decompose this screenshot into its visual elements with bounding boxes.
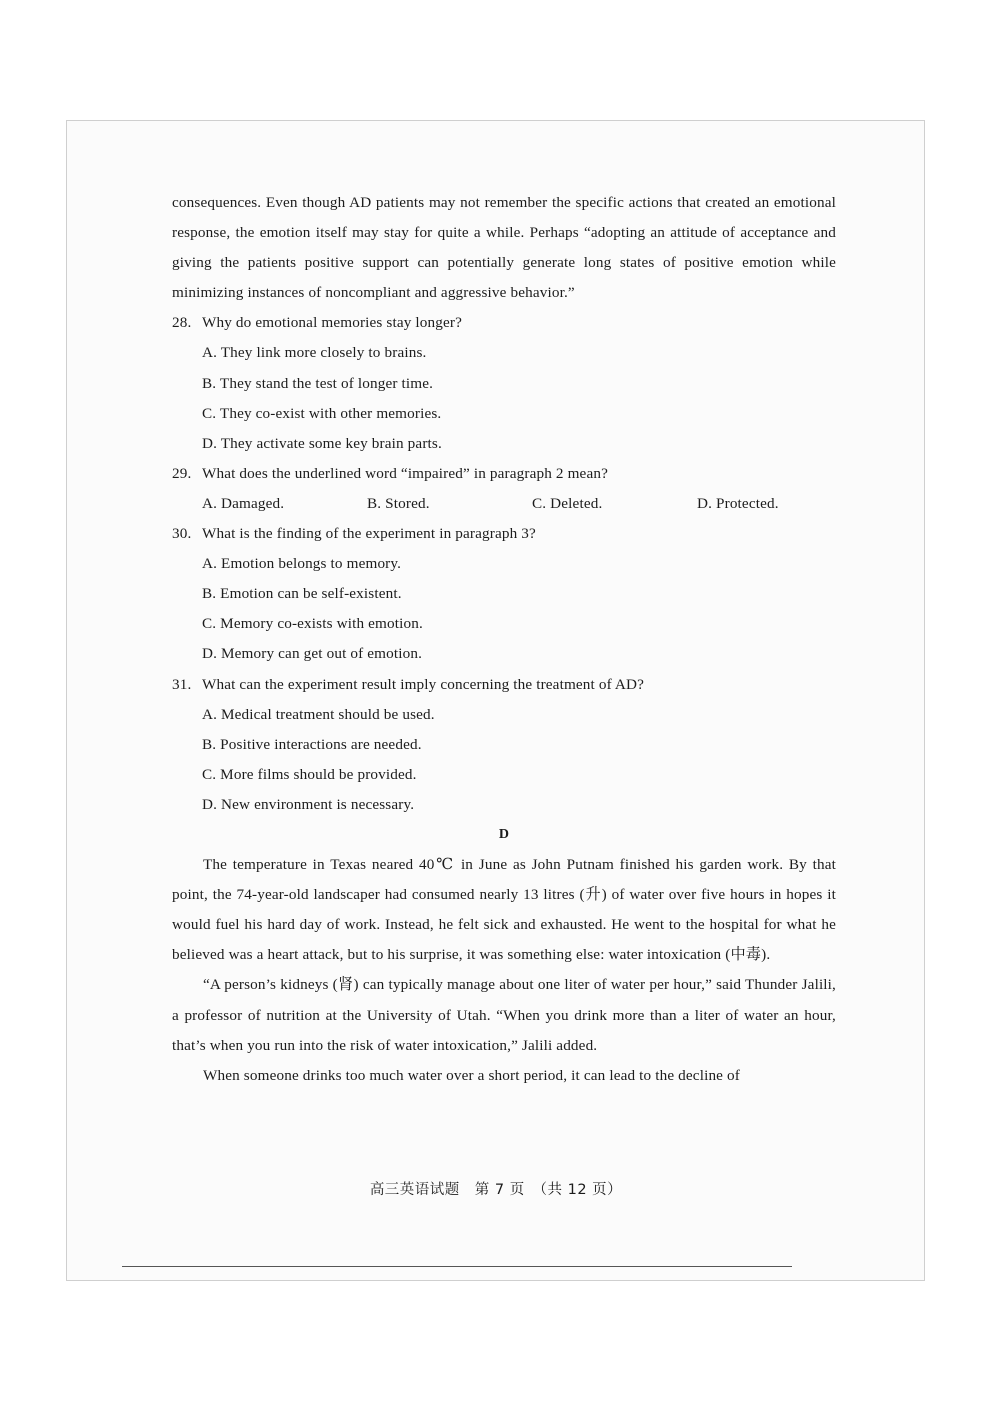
question-number: 30. bbox=[172, 525, 192, 543]
option-29-c[interactable]: C. Deleted. bbox=[532, 494, 603, 512]
section-d-paragraph-2: “A person’s kidneys (肾) can typically manage about one liter of water per hour,” said Thunder Jalili, a professor of nutrition at the University of Utah. “When you drink more than a liter of water an hour, that’s when you run into the risk of water intoxication,” Jalili added. bbox=[172, 976, 836, 1054]
option-30-a[interactable]: A. Emotion belongs to memory. bbox=[202, 555, 402, 573]
option-28-d[interactable]: D. They activate some key brain parts. bbox=[202, 434, 442, 452]
option-29-b[interactable]: B. Stored. bbox=[367, 494, 430, 512]
question-text: What is the finding of the experiment in paragraph 3? bbox=[202, 525, 536, 543]
section-d-paragraph-1: The temperature in Texas neared 40℃ in June as John Putnam finished his garden work. By that point, the 74-year-old landscaper had consumed nearly 13 litres (升) of water over five hours in hopes it would fuel his hard day of work. Instead, he felt sick and exhausted. He went to the hospital for what he believed was a heart attack, but to his surprise, it was something else: water intoxication (中毒). bbox=[172, 856, 836, 964]
option-29-d[interactable]: D. Protected. bbox=[697, 494, 779, 512]
question-text: Why do emotional memories stay longer? bbox=[202, 314, 463, 332]
option-31-a[interactable]: A. Medical treatment should be used. bbox=[202, 705, 435, 723]
option-28-b[interactable]: B. They stand the test of longer time. bbox=[202, 374, 434, 392]
page-content bbox=[172, 188, 836, 1091]
question-28 bbox=[172, 308, 836, 338]
option-31-c[interactable]: C. More films should be provided. bbox=[202, 765, 417, 783]
question-number: 31. bbox=[172, 675, 192, 693]
passage-c-ending: consequences. Even though AD patients may not remember the specific actions that created an emotional response, the emotion itself may stay for quite a while. Perhaps “adopting an attitude of acceptance and giving the patients positive support can potentially generate long states of positive emotion while minimizing instances of noncompliant and aggressive behavior.” bbox=[172, 194, 836, 302]
question-text: What does the underlined word “impaired” in paragraph 2 mean? bbox=[202, 464, 608, 482]
option-30-d[interactable]: D. Memory can get out of emotion. bbox=[202, 645, 423, 663]
section-d-paragraph-3: When someone drinks too much water over a short period, it can lead to the decline of bbox=[203, 1066, 740, 1084]
question-text: What can the experiment result imply concerning the treatment of AD? bbox=[202, 675, 645, 693]
option-30-c[interactable]: C. Memory co-exists with emotion. bbox=[202, 615, 423, 633]
option-29-a[interactable]: A. Damaged. bbox=[202, 494, 285, 512]
bottom-divider bbox=[122, 1266, 792, 1267]
option-31-b[interactable]: B. Positive interactions are needed. bbox=[202, 735, 422, 753]
section-d-heading: D bbox=[498, 826, 510, 842]
option-30-b[interactable]: B. Emotion can be self-existent. bbox=[202, 585, 402, 603]
page-footer: 高三英语试题 第 7 页 （共 12 页） bbox=[369, 1182, 623, 1198]
question-number: 29. bbox=[172, 464, 192, 482]
option-31-d[interactable]: D. New environment is necessary. bbox=[202, 795, 415, 813]
options-29-row bbox=[172, 489, 836, 519]
question-number: 28. bbox=[172, 314, 192, 332]
question-31 bbox=[172, 670, 836, 700]
option-28-a[interactable]: A. They link more closely to brains. bbox=[202, 344, 427, 362]
question-29 bbox=[172, 459, 836, 489]
option-28-c[interactable]: C. They co-exist with other memories. bbox=[202, 404, 442, 422]
question-30 bbox=[172, 519, 836, 549]
